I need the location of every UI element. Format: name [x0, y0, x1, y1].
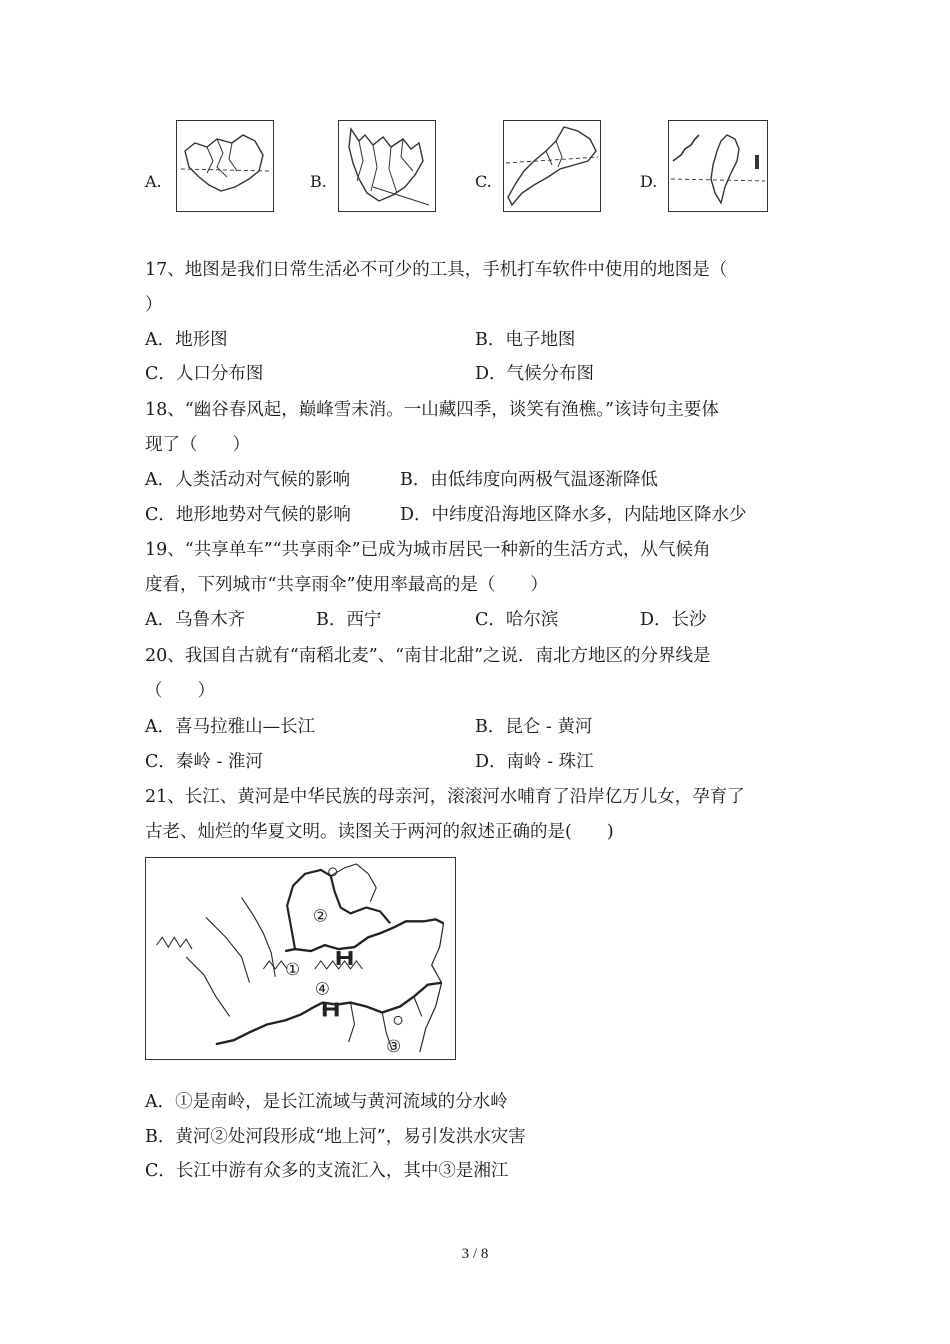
page-number: 3 / 8 — [461, 1246, 489, 1262]
q18-option-a[interactable]: A．人类活动对气候的影响 — [145, 470, 351, 490]
q21-stem-line2: 古老、灿烂的华夏文明。读图关于两河的叙述正确的是( ) — [145, 822, 614, 842]
q21-map-label-1: ① — [285, 958, 301, 979]
q21-option-a[interactable]: A．①是南岭，是长江流域与黄河流域的分水岭 — [145, 1092, 508, 1112]
q20-option-d[interactable]: D．南岭 - 珠江 — [475, 752, 594, 772]
q16-option-c-label: C. — [475, 172, 492, 191]
q17-option-c[interactable]: C．人口分布图 — [145, 364, 264, 384]
q16-option-a-label: A. — [145, 172, 162, 191]
q18-option-c[interactable]: C．地形地势对气候的影响 — [145, 505, 351, 525]
q18-option-d[interactable]: D．中纬度沿海地区降水多，内陆地区降水少 — [400, 505, 747, 525]
q20-option-a[interactable]: A．喜马拉雅山—长江 — [145, 717, 316, 737]
q17-stem-line1: 17、地图是我们日常生活必不可少的工具，手机打车软件中使用的地图是（ — [145, 260, 728, 280]
q20-option-b[interactable]: B．昆仑 - 黄河 — [475, 717, 593, 737]
q21-stem-line1: 21、长江、黄河是中华民族的母亲河，滚滚河水哺育了沿岸亿万儿女，孕育了 — [145, 787, 745, 807]
q18-stem-line2: 现了（ ） — [145, 435, 250, 455]
q16-option-b-label: B. — [310, 172, 327, 191]
q19-option-d[interactable]: D．长沙 — [640, 610, 707, 630]
q21-map-label-3: ③ — [386, 1036, 402, 1057]
q21-option-b[interactable]: B．黄河②处河段形成“地上河”，易引发洪水灾害 — [145, 1127, 526, 1147]
q16-option-d-label: D. — [640, 172, 658, 191]
q17-option-b[interactable]: B．电子地图 — [475, 330, 576, 350]
q16-option-b-map — [338, 120, 436, 212]
q18-option-b[interactable]: B．由低纬度向两极气温逐渐降低 — [400, 470, 658, 490]
q18-stem-line1: 18、“幽谷春风起，巅峰雪未消。一山藏四季，谈笑有渔樵。”该诗句主要体 — [145, 400, 719, 420]
q19-stem-line2: 度看，下列城市“共享雨伞”使用率最高的是（ ） — [145, 575, 548, 595]
q21-option-c[interactable]: C．长江中游有众多的支流汇入，其中③是湘江 — [145, 1161, 509, 1181]
q20-stem-line1: 20、我国自古就有“南稻北麦”、“南甘北甜”之说．南北方地区的分界线是 — [145, 646, 711, 666]
q19-option-c[interactable]: C．哈尔滨 — [475, 610, 559, 630]
q20-stem-line2: （ ） — [145, 681, 215, 701]
q16-option-a-map — [176, 120, 274, 212]
q17-option-d[interactable]: D．气候分布图 — [475, 364, 595, 384]
q19-stem-line1: 19、“共享单车”“共享雨伞”已成为城市居民一种新的生活方式，从气候角 — [145, 540, 711, 560]
q19-option-a[interactable]: A．乌鲁木齐 — [145, 610, 246, 630]
q17-stem-line2: ） — [145, 295, 163, 315]
q20-option-c[interactable]: C．秦岭 - 淮河 — [145, 752, 263, 772]
q16-option-c-map — [503, 120, 601, 212]
q21-rivers-map — [145, 857, 456, 1060]
q19-option-b[interactable]: B．西宁 — [316, 610, 382, 630]
q17-option-a[interactable]: A．地形图 — [145, 330, 228, 350]
q21-map-label-4: ④ — [314, 978, 330, 999]
q21-map-label-2: ② — [312, 905, 328, 926]
q16-option-d-map — [668, 120, 768, 212]
